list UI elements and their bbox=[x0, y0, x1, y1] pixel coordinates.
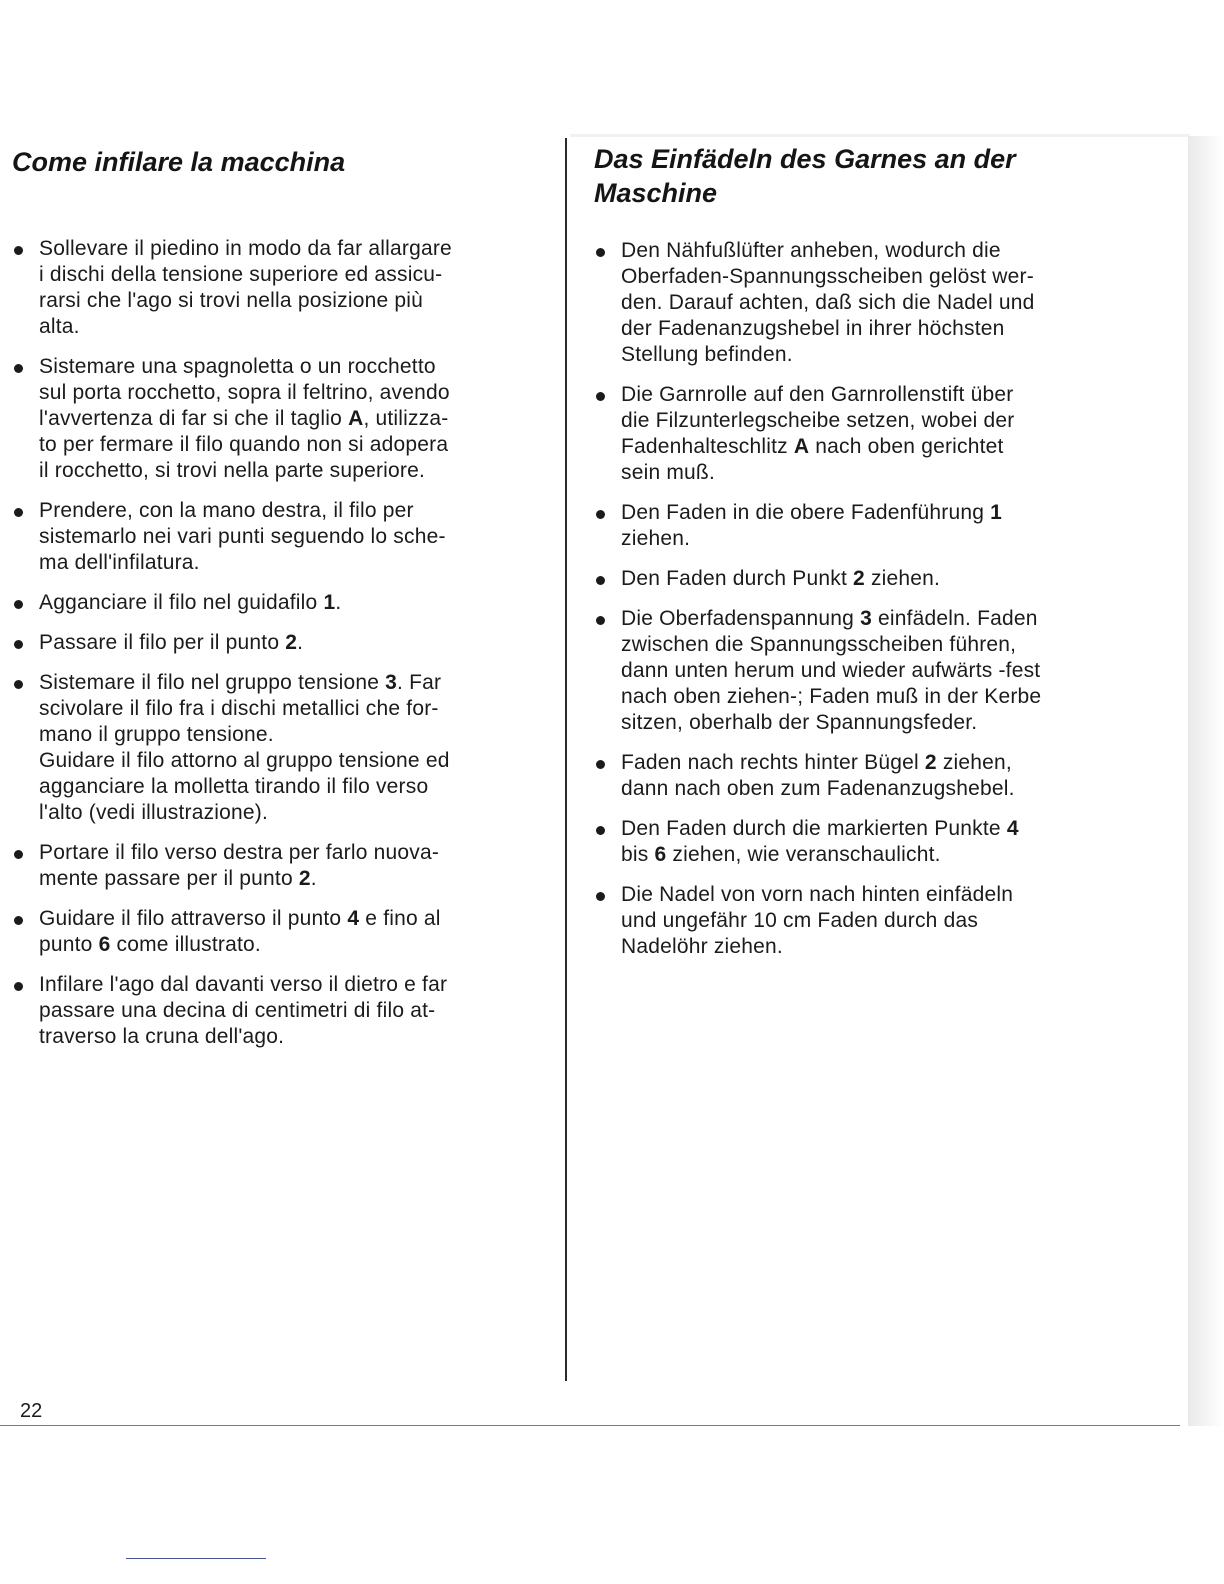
bullet-icon bbox=[14, 850, 23, 859]
instruction-line: Den Faden durch die markierten Punkte 4 bbox=[621, 817, 1019, 840]
instruction-line: traverso la cruna dell'ago. bbox=[39, 1025, 285, 1048]
instruction-line: to per fermare il filo quando non si adopera bbox=[39, 433, 449, 456]
instruction-line: Faden nach rechts hinter Bügel 2 ziehen, bbox=[621, 751, 1012, 774]
instruction-item bbox=[12, 590, 527, 616]
instruction-line: rarsi che l'ago si trovi nella posizione più bbox=[39, 289, 424, 312]
german-title-line-2: Maschine bbox=[594, 178, 718, 208]
instruction-item bbox=[12, 630, 527, 656]
column-divider bbox=[565, 138, 567, 1381]
bullet-icon bbox=[14, 600, 23, 609]
instruction-line: Die Garnrolle auf den Garnrollenstift über bbox=[621, 383, 1014, 406]
page-number: 22 bbox=[20, 1400, 43, 1422]
instruction-line: scivolare il filo fra i dischi metallici che for- bbox=[39, 697, 439, 720]
italian-instruction-list bbox=[12, 236, 527, 1050]
instruction-line: punto 6 come illustrato. bbox=[39, 933, 261, 956]
instruction-line: Guidare il filo attorno al gruppo tensione ed bbox=[39, 749, 450, 772]
instruction-line: Sistemare una spagnoletta o un rocchetto bbox=[39, 355, 436, 378]
german-column bbox=[594, 140, 1109, 974]
instruction-line: Oberfaden-Spannungsscheiben gelöst wer- bbox=[621, 265, 1034, 288]
instruction-line: zwischen die Spannungsscheiben führen, bbox=[621, 633, 1017, 656]
italian-title: Come infilare la macchina bbox=[12, 147, 346, 177]
scan-shadow-top bbox=[570, 134, 1190, 137]
bullet-icon bbox=[14, 364, 23, 373]
bullet-icon bbox=[14, 640, 23, 649]
instruction-line: bis 6 ziehen, wie veranschaulicht. bbox=[621, 843, 941, 866]
instruction-line: die Filzunterlegscheibe setzen, wobei der bbox=[621, 409, 1015, 432]
instruction-line: sistemarlo nei vari punti seguendo lo sche- bbox=[39, 525, 446, 548]
instruction-item bbox=[12, 906, 527, 958]
instruction-item bbox=[12, 236, 527, 340]
bullet-icon bbox=[14, 916, 23, 925]
instruction-line: Fadenhalteschlitz A nach oben gerichtet bbox=[621, 435, 1004, 458]
instruction-item bbox=[594, 816, 1109, 868]
german-instruction-list bbox=[594, 238, 1109, 960]
instruction-item bbox=[594, 238, 1109, 368]
instruction-line: Nadelöhr ziehen. bbox=[621, 935, 783, 958]
german-title bbox=[594, 142, 1109, 210]
bullet-icon bbox=[596, 892, 605, 901]
instruction-line: Den Faden durch Punkt 2 ziehen. bbox=[621, 567, 941, 590]
instruction-line: nach oben ziehen-; Faden muß in der Kerbe bbox=[621, 685, 1042, 708]
bullet-icon bbox=[596, 392, 605, 401]
instruction-line: Sollevare il piedino in modo da far allargare bbox=[39, 237, 452, 260]
instruction-line: l'alto (vedi illustrazione). bbox=[39, 801, 269, 824]
instruction-line: agganciare la molletta tirando il filo verso bbox=[39, 775, 429, 798]
instruction-line: sitzen, oberhalb der Spannungsfeder. bbox=[621, 711, 978, 734]
instruction-line: und ungefähr 10 cm Faden durch das bbox=[621, 909, 979, 932]
instruction-line: Agganciare il filo nel guidafilo 1. bbox=[39, 591, 342, 614]
instruction-item bbox=[594, 500, 1109, 552]
instruction-line: Portare il filo verso destra per farlo nuova- bbox=[39, 841, 440, 864]
instruction-line: l'avvertenza di far si che il taglio A, utilizza- bbox=[39, 407, 449, 430]
instruction-item bbox=[594, 382, 1109, 486]
bullet-icon bbox=[596, 760, 605, 769]
instruction-item bbox=[594, 882, 1109, 960]
instruction-line: der Fadenanzugshebel in ihrer höchsten bbox=[621, 317, 1005, 340]
bullet-icon bbox=[596, 616, 605, 625]
instruction-line: Stellung befinden. bbox=[621, 343, 793, 366]
italian-column bbox=[12, 140, 527, 1064]
instruction-line: sul porta rocchetto, sopra il feltrino, avendo bbox=[39, 381, 450, 404]
instruction-line: ma dell'infilatura. bbox=[39, 551, 200, 574]
instruction-line: Sistemare il filo nel gruppo tensione 3. Far bbox=[39, 671, 442, 694]
instruction-item bbox=[594, 566, 1109, 592]
instruction-line: ziehen. bbox=[621, 527, 691, 550]
instruction-line: den. Darauf achten, daß sich die Nadel und bbox=[621, 291, 1035, 314]
instruction-line: dann unten herum und wieder aufwärts -fest bbox=[621, 659, 1041, 682]
bullet-icon bbox=[596, 510, 605, 519]
instruction-line: mente passare per il punto 2. bbox=[39, 867, 317, 890]
instruction-line: Den Nähfußlüfter anheben, wodurch die bbox=[621, 239, 1001, 262]
instruction-line: Passare il filo per il punto 2. bbox=[39, 631, 304, 654]
instruction-line: Infilare l'ago dal davanti verso il dietro e far bbox=[39, 973, 448, 996]
german-title-line-1: Das Einfädeln des Garnes an der bbox=[594, 144, 1016, 174]
instruction-item bbox=[12, 354, 527, 484]
instruction-line: il rocchetto, si trovi nella parte superiore. bbox=[39, 459, 426, 482]
instruction-line: sein muß. bbox=[621, 461, 715, 484]
instruction-line: Guidare il filo attraverso il punto 4 e fino al bbox=[39, 907, 441, 930]
instruction-item bbox=[12, 498, 527, 576]
bullet-icon bbox=[14, 246, 23, 255]
instruction-line: alta. bbox=[39, 315, 80, 338]
bullet-icon bbox=[596, 826, 605, 835]
instruction-line: dann nach oben zum Fadenanzugshebel. bbox=[621, 777, 1015, 800]
instruction-line: Prendere, con la mano destra, il filo per bbox=[39, 499, 414, 522]
instruction-line: Den Faden in die obere Fadenführung 1 bbox=[621, 501, 1003, 524]
instruction-item bbox=[594, 606, 1109, 736]
bullet-icon bbox=[14, 680, 23, 689]
scan-shadow-right bbox=[1188, 136, 1224, 1426]
instruction-item bbox=[12, 972, 527, 1050]
instruction-item bbox=[12, 670, 527, 826]
bottom-rule bbox=[0, 1425, 1180, 1426]
bullet-icon bbox=[596, 576, 605, 585]
instruction-line: i dischi della tensione superiore ed assicu- bbox=[39, 263, 443, 286]
instruction-line: passare una decina di centimetri di filo at- bbox=[39, 999, 436, 1022]
bottom-link-underline bbox=[126, 1558, 266, 1559]
instruction-item bbox=[12, 840, 527, 892]
instruction-line: mano il gruppo tensione. bbox=[39, 723, 274, 746]
instruction-line: Die Oberfadenspannung 3 einfädeln. Faden bbox=[621, 607, 1038, 630]
bullet-icon bbox=[14, 508, 23, 517]
instruction-item bbox=[594, 750, 1109, 802]
bullet-icon bbox=[14, 982, 23, 991]
instruction-line: Die Nadel von vorn nach hinten einfädeln bbox=[621, 883, 1014, 906]
bullet-icon bbox=[596, 248, 605, 257]
